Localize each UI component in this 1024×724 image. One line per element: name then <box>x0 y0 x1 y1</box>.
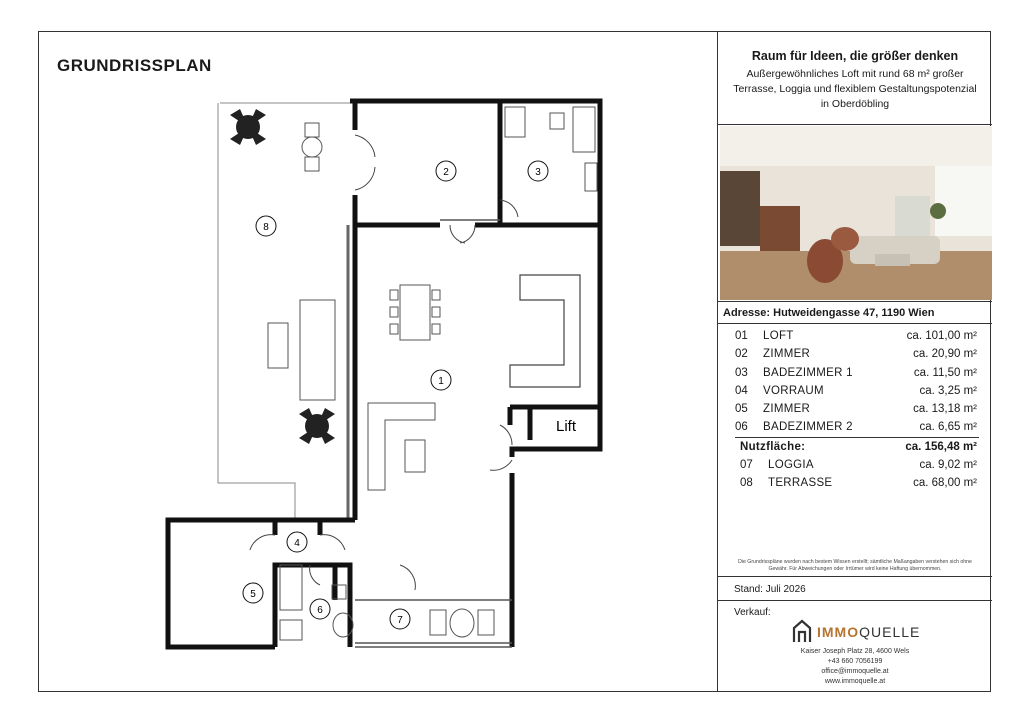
house-icon <box>791 618 813 644</box>
contact-website[interactable]: www.immoquelle.at <box>824 678 886 685</box>
divider <box>718 301 992 302</box>
contact-address: Kaiser Joseph Platz 28, 4600 Wels <box>800 648 910 655</box>
plant-icon <box>230 109 266 145</box>
room-area: ca. 6,65 m² <box>919 421 977 434</box>
room-label-5: 5 <box>250 589 256 600</box>
plant-icon <box>299 408 335 444</box>
room-name: TERRASSE <box>768 477 833 490</box>
room-row <box>735 364 979 382</box>
room-number: 01 <box>735 330 748 342</box>
contact-phone: +43 660 7056199 <box>827 658 883 665</box>
immoquelle-logo <box>791 618 921 649</box>
room-row <box>735 327 979 345</box>
room-row <box>735 474 979 492</box>
contact-email[interactable]: office@immoquelle.at <box>821 668 889 675</box>
room-area: ca. 9,02 m² <box>919 459 977 472</box>
room-number: 04 <box>735 384 748 397</box>
room-area: ca. 20,90 m² <box>913 348 977 361</box>
room-area: ca. 13,18 m² <box>913 403 977 416</box>
plan-title: GRUNDRISSPLAN <box>57 56 212 75</box>
room-number: 08 <box>740 477 753 490</box>
room-row <box>735 400 979 418</box>
room-label-3: 3 <box>535 167 541 178</box>
room-label-2: 2 <box>443 167 449 178</box>
room-number: 07 <box>740 459 753 472</box>
room-name: ZIMMER <box>763 403 811 416</box>
verkauf-label: Verkauf: <box>734 607 771 618</box>
room-row <box>735 456 979 474</box>
stand-date: Stand: Juli 2026 <box>734 584 806 595</box>
room-row <box>735 345 979 363</box>
room-name: VORRAUM <box>763 384 824 397</box>
room-name: ZIMMER <box>763 348 811 361</box>
wall-outer-right <box>350 101 600 407</box>
room-number: 06 <box>735 421 748 434</box>
room-area: ca. 101,00 m² <box>906 330 977 342</box>
subline: Außergewöhnliches Loft mit rund 68 m² großer Terrasse, Loggia und flexiblem Gestaltungspotenzial in Oberdöbling <box>733 68 977 110</box>
address: Adresse: Hutweidengasse 47, 1190 Wien <box>723 307 935 319</box>
floor-plan <box>160 95 610 655</box>
contact-block <box>718 647 992 687</box>
headline: Raum für Ideen, die größer denken <box>751 49 959 63</box>
room-name: LOGGIA <box>768 459 814 472</box>
total-area: ca. 156,48 m² <box>905 440 977 453</box>
room-number: 05 <box>735 403 748 416</box>
room-number: 02 <box>735 348 748 361</box>
room-label-1: 1 <box>438 376 444 387</box>
room-number: 03 <box>735 366 748 379</box>
divider <box>718 323 992 324</box>
info-sidebar <box>717 31 991 692</box>
room-table <box>735 327 979 493</box>
room-area: ca. 3,25 m² <box>919 384 977 397</box>
divider <box>718 600 992 601</box>
total-row <box>735 437 979 456</box>
logo-part-1: IMMO <box>817 624 860 640</box>
room-label-7: 7 <box>397 615 403 626</box>
room-label-6: 6 <box>317 605 323 616</box>
room-area: ca. 11,50 m² <box>913 366 977 379</box>
disclaimer: Die Grundrisspläne wurden nach bestem Wissen erstellt; sämtliche Maßangaben verstehen sich ohne Gewähr. Für Abweichungen oder Irrtümer wird keine Haftung übernommen. <box>738 559 972 572</box>
room-row <box>735 382 979 400</box>
room-area: ca. 68,00 m² <box>913 477 977 490</box>
lift-label: Lift <box>555 418 577 435</box>
room-name: BADEZIMMER 1 <box>763 366 853 379</box>
divider <box>718 124 992 125</box>
room-label-4: 4 <box>294 538 300 549</box>
room-name: LOFT <box>763 330 794 342</box>
logo-part-2: QUELLE <box>859 624 921 640</box>
interior-photo <box>720 126 992 300</box>
room-name: BADEZIMMER 2 <box>763 421 853 434</box>
terrace-outline <box>218 103 350 520</box>
room-row <box>735 418 979 436</box>
divider <box>718 576 992 577</box>
room-label-8: 8 <box>263 222 269 233</box>
total-label: Nutzfläche: <box>740 440 806 453</box>
